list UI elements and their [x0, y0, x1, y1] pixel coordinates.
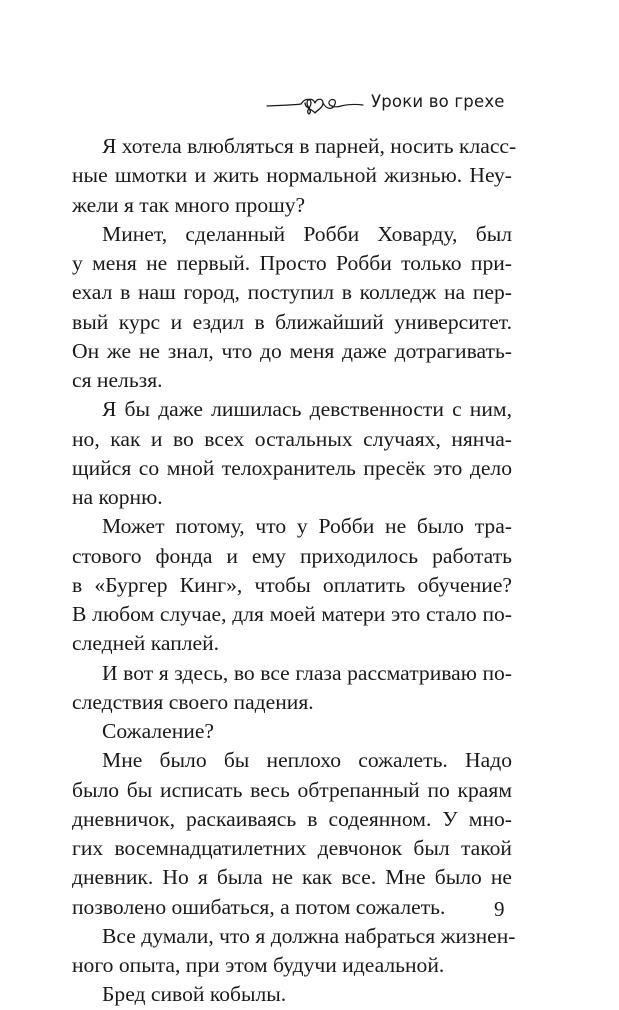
text-line: следней каплей. — [72, 631, 220, 656]
page-number: 9 — [494, 897, 505, 921]
text-line: ные шмотки и жить нормальной жизнью. Неу- — [72, 163, 512, 188]
text-line: ся нельзя. — [72, 368, 163, 392]
text-line: гих восемнадцатилетних девчонок был такой — [72, 836, 512, 860]
text-line: жели я так много прошу? — [72, 192, 306, 217]
text-line: следствия своего падения. — [72, 689, 314, 714]
running-title: Уроки во грехе — [371, 92, 505, 111]
heart-swirl-ornament-icon — [265, 88, 365, 118]
text-line: В любом случае, для моей матери это стало по- — [72, 602, 512, 626]
text-line: но, как и во всех остальных случаях, нянча- — [72, 426, 512, 451]
text-line: у меня не первый. Просто Робби только при- — [72, 251, 512, 275]
body-text — [72, 132, 517, 1010]
running-header — [265, 88, 555, 118]
text-line: Минет, сделанный Робби Ховарду, был — [102, 221, 512, 246]
text-line: стового фонда и ему приходилось работать — [72, 543, 512, 568]
text-line: щийся со мной телохранитель пресёк это дело — [72, 455, 512, 480]
text-line: ного опыта, при этом будучи идеальной. — [72, 953, 445, 977]
text-line: Все думали, что я должна набраться жизнен- — [102, 923, 516, 948]
text-line: Сожаление? — [102, 719, 214, 743]
text-line: ехал в наш город, поступил в колледж на пер- — [72, 280, 512, 305]
text-line: дневник. Но я была не как все. Мне было не — [72, 865, 512, 890]
text-line: Бред сивой кобылы. — [102, 982, 287, 1007]
text-line: Я бы даже лишилась девственности с ним, — [102, 397, 512, 422]
text-line: Мне было бы неплохо сожалеть. Надо — [102, 748, 512, 773]
text-line: Он же не знал, что до меня даже дотрагивать- — [72, 338, 512, 363]
text-line: в «Бургер Кинг», чтобы оплатить обучение? — [72, 572, 512, 597]
text-line: позволено ошибаться, а потом сожалеть. — [72, 894, 446, 919]
text-line: на корню. — [72, 485, 163, 509]
text-line: Я хотела влюбляться в парней, носить класс- — [102, 134, 517, 158]
text-line: вый курс и ездил в ближайший университет. — [72, 309, 512, 334]
text-line: И вот я здесь, во все глаза рассматриваю по- — [102, 660, 512, 685]
text-line: дневничок, раскаиваясь в содеянном. У мно- — [72, 806, 512, 831]
text-line: Может потому, что у Робби не было тра- — [102, 514, 512, 539]
text-line: было бы исписать весь обтрепанный по краям — [72, 777, 512, 802]
